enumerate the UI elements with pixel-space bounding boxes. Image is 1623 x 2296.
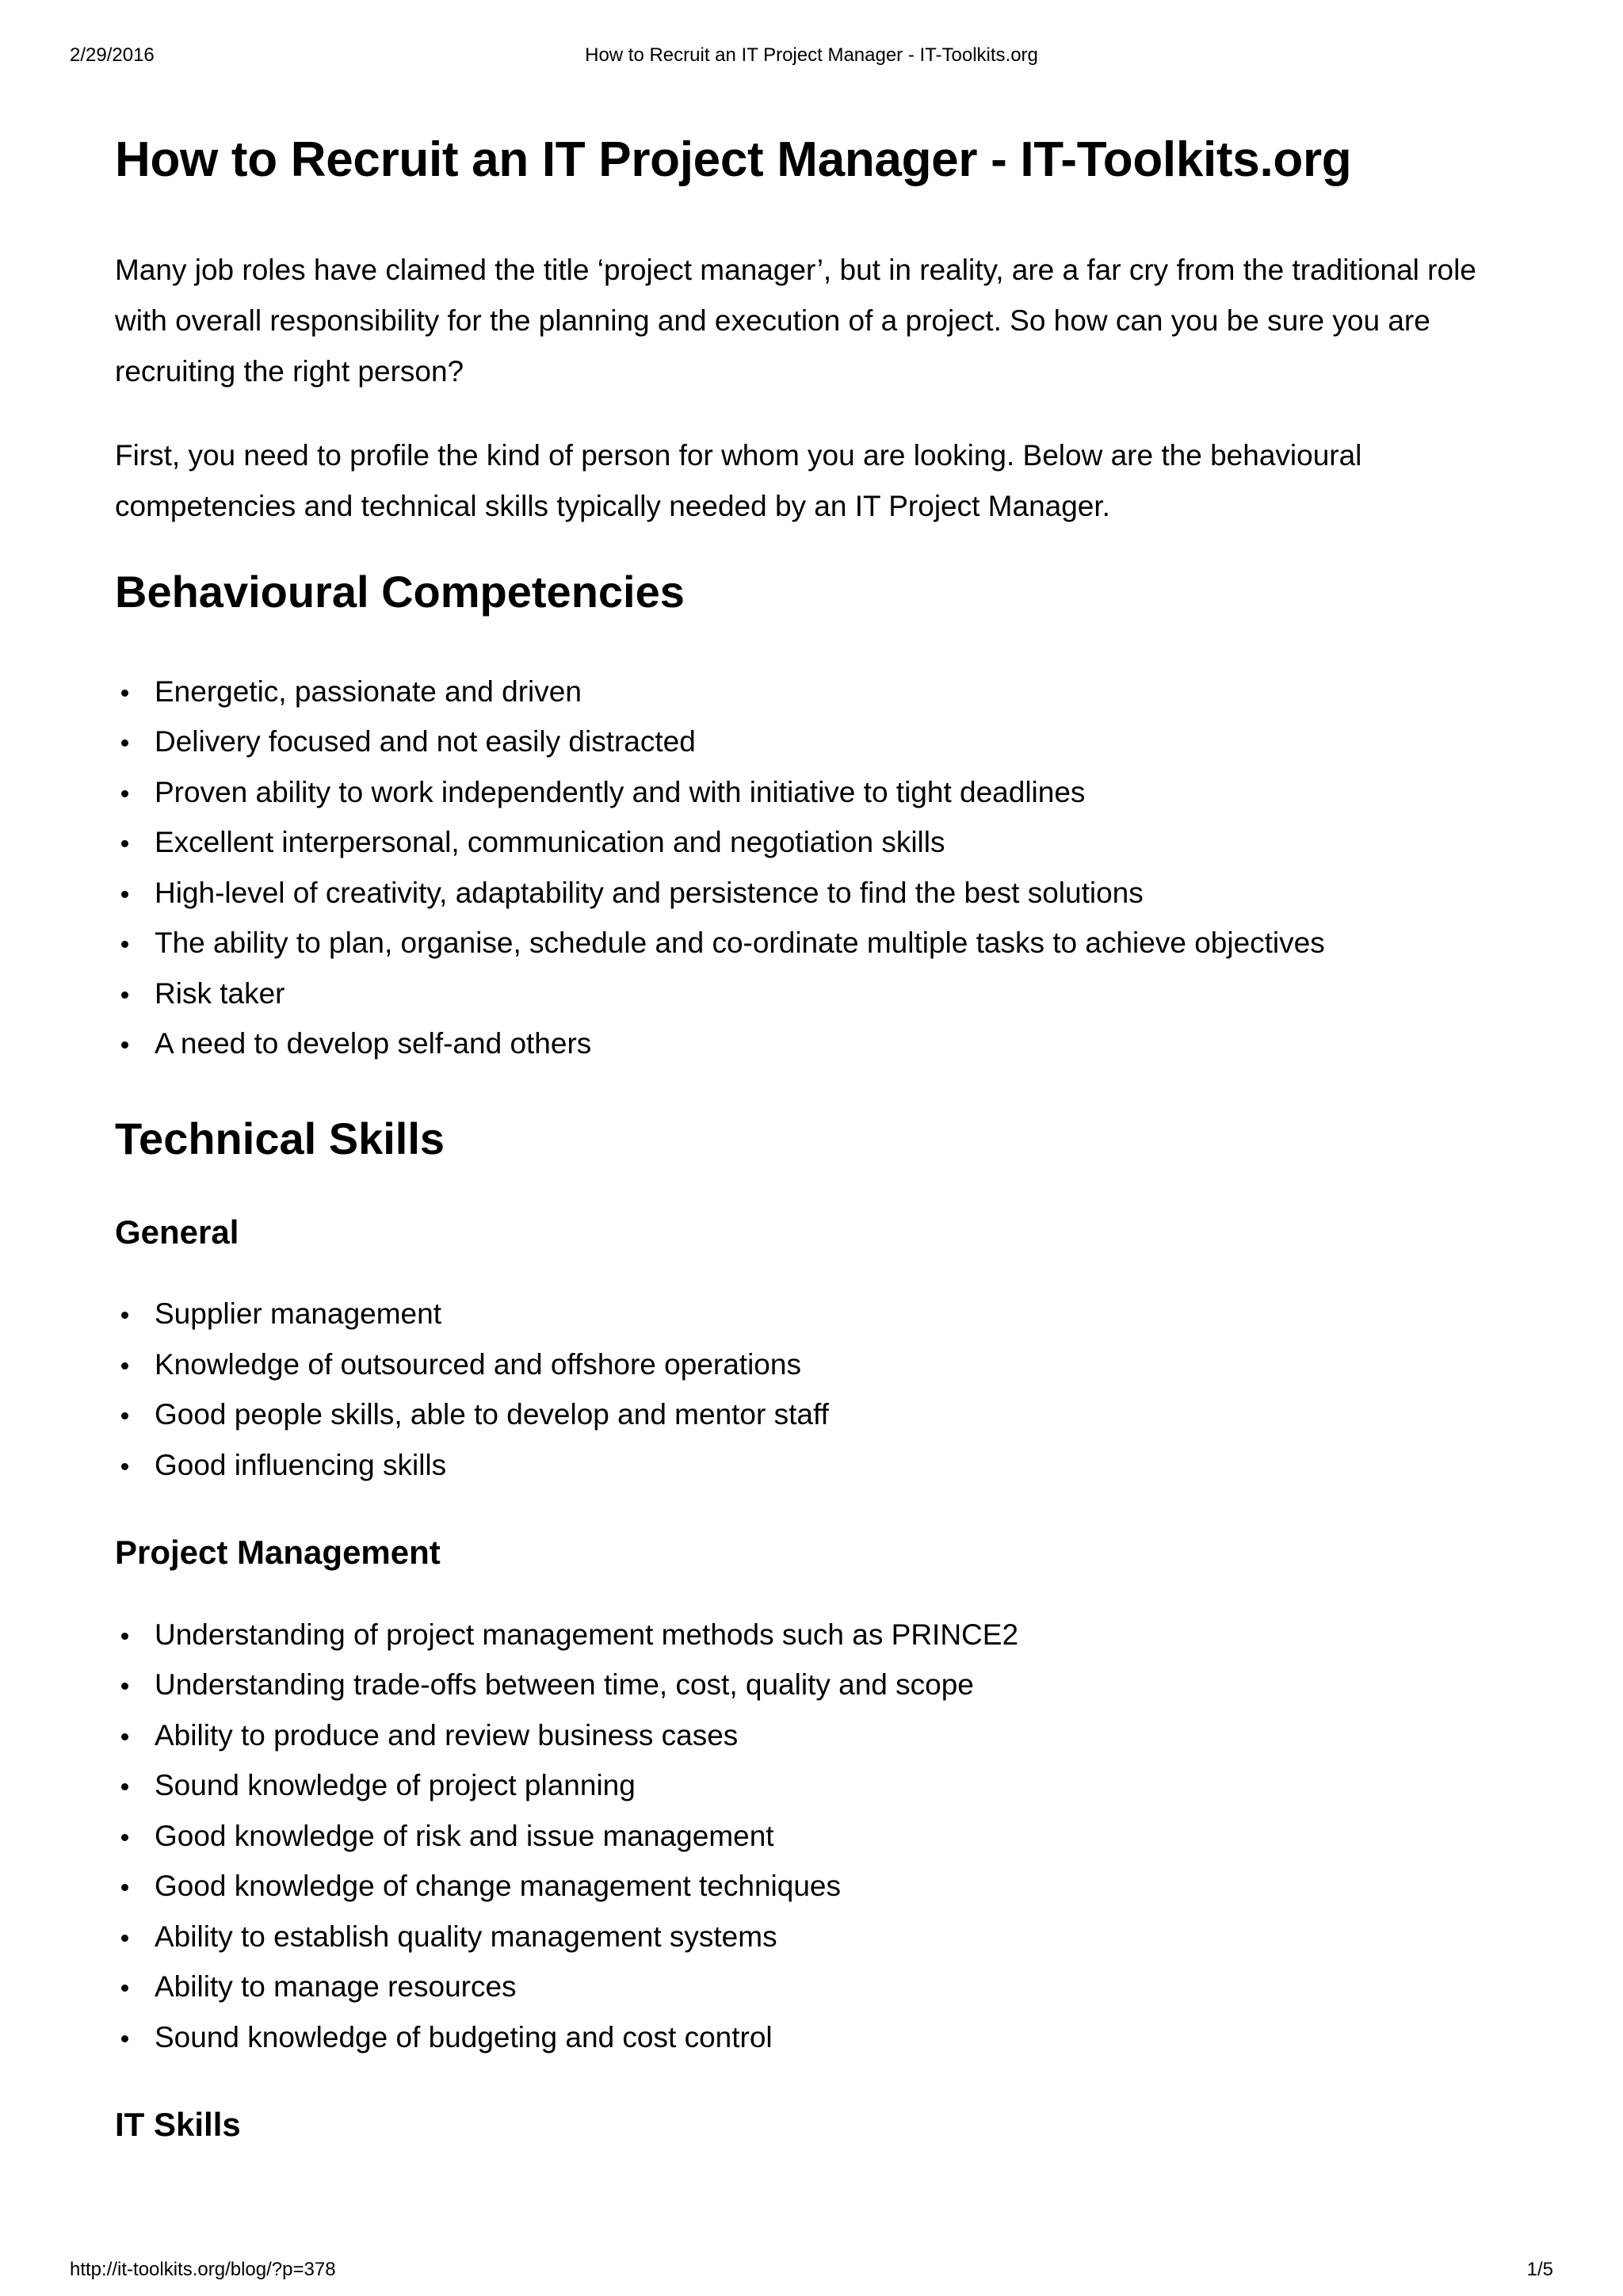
general-heading: General	[115, 1213, 239, 1251]
list-item: High-level of creativity, adaptability and persistence to find the best solutions	[115, 868, 1526, 919]
list-item: Good people skills, able to develop and mentor staff	[115, 1389, 1526, 1440]
list-item: Risk taker	[115, 968, 1526, 1019]
list-item: Good knowledge of change management techniques	[115, 1861, 1526, 1912]
list-item: Delivery focused and not easily distracted	[115, 716, 1526, 767]
list-item: Ability to manage resources	[115, 1962, 1526, 2012]
print-page-title: How to Recruit an IT Project Manager - IT-Toolkits.org	[585, 44, 1038, 66]
list-item: Understanding of project management methods such as PRINCE2	[115, 1610, 1526, 1660]
list-item: Ability to establish quality management systems	[115, 1912, 1526, 1962]
general-skills-list	[115, 1289, 1526, 1490]
list-item: Supplier management	[115, 1289, 1526, 1339]
page-title: How to Recruit an IT Project Manager - IT-Toolkits.org	[115, 132, 1352, 187]
print-header	[0, 44, 1623, 68]
list-item: Sound knowledge of project planning	[115, 1760, 1526, 1811]
intro-paragraph: First, you need to profile the kind of person for whom you are looking. Below are the behavioural competencies and technical skills typically needed by an IT Project Manager.	[115, 439, 1362, 523]
list-item: Knowledge of outsourced and offshore operations	[115, 1339, 1526, 1390]
list-item: Sound knowledge of budgeting and cost control	[115, 2012, 1526, 2063]
list-item: The ability to plan, organise, schedule and co-ordinate multiple tasks to achieve objectives	[115, 918, 1526, 968]
list-item: Excellent interpersonal, communication and negotiation skills	[115, 817, 1526, 868]
list-item: Ability to produce and review business cases	[115, 1710, 1526, 1761]
article	[115, 131, 1526, 2181]
list-item: Energetic, passionate and driven	[115, 667, 1526, 717]
list-item: Understanding trade-offs between time, cost, quality and scope	[115, 1660, 1526, 1710]
project-management-heading: Project Management	[115, 1534, 441, 1572]
list-item: Proven ability to work independently and with initiative to tight deadlines	[115, 767, 1526, 818]
behavioural-competencies-heading: Behavioural Competencies	[115, 567, 685, 617]
list-item: A need to develop self-and others	[115, 1018, 1526, 1069]
list-item: Good knowledge of risk and issue management	[115, 1811, 1526, 1862]
intro-paragraph: Many job roles have claimed the title ‘project manager’, but in reality, are a far cry from the traditional role with overall responsibility for the planning and execution of a project. So how can you be sure you are recruiting the right person?	[115, 254, 1476, 388]
print-footer	[0, 2259, 1623, 2283]
behavioural-competencies-list	[115, 667, 1526, 1069]
list-item: Good influencing skills	[115, 1440, 1526, 1491]
print-url: http://it-toolkits.org/blog/?p=378	[70, 2259, 336, 2280]
print-date: 2/29/2016	[70, 44, 155, 66]
technical-skills-heading: Technical Skills	[115, 1113, 445, 1163]
project-management-list	[115, 1610, 1526, 2063]
page-number: 1/5	[1526, 2259, 1553, 2280]
it-skills-heading: IT Skills	[115, 2106, 241, 2144]
